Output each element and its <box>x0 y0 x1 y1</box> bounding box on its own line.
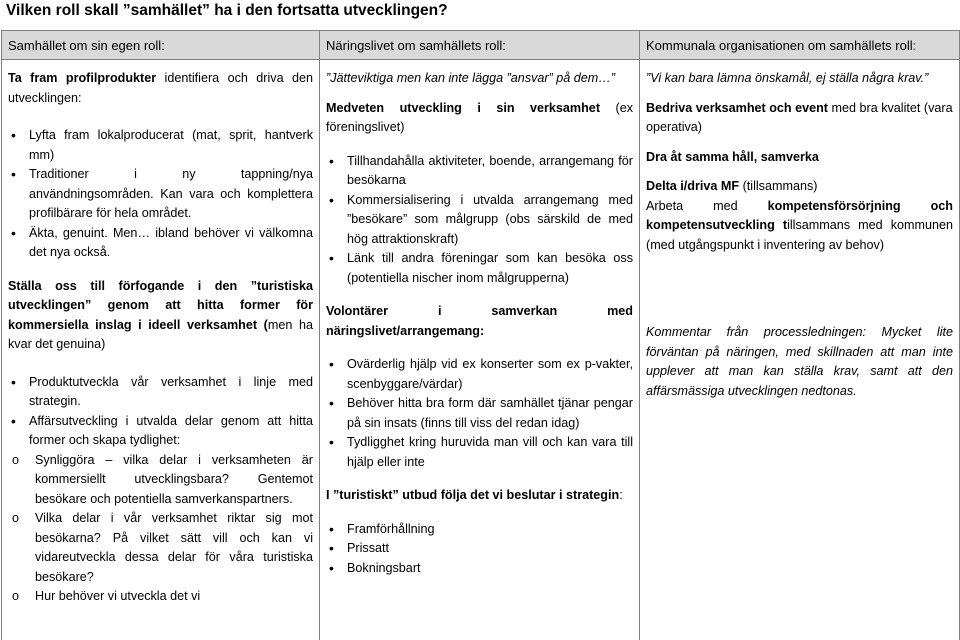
col3-p1 <box>646 99 953 138</box>
list-item: • Behöver hitta bra form där samhället tjänar pengar på sin insats (finns till viss del redan idag) <box>326 394 633 433</box>
col2-heading3-bold: I ”turistiskt” utbud följa det vi beslutar i strategin <box>326 488 620 502</box>
list-item: • Produktutveckla vår verksamhet i linje med strategin. <box>8 373 313 412</box>
col3-p1-bold: Bedriva verksamhet och event <box>646 100 828 115</box>
list-item: • Framförhållning <box>326 520 633 540</box>
col1-bullet-list-2 <box>8 373 313 607</box>
col2-heading1-bold: Medveten utveckling i sin verksamhet <box>326 100 601 115</box>
col1-para2 <box>8 277 313 355</box>
col1-intro <box>8 69 313 108</box>
col3-p3 <box>646 177 953 197</box>
sublist-item: o Vilka delar i vår verksamhet riktar sig mot besökarna? På vilket sätt vill och kan vi vidareutveckla dessa delar för våra turistiska besökare? <box>8 509 313 587</box>
col1-para2-bold: Ställa oss till förfogande i den ”turistiska utvecklingen” genom att hitta former för kommersiella inslag i ideell verksamhet ( <box>8 278 313 332</box>
list-item: • Bokningsbart <box>326 559 633 579</box>
list-item: • Kommersialisering i utvalda arrangemang med ”besökare” som målgrupp (obs särskild de med hög attraktionskraft) <box>326 191 633 250</box>
list-item: • Äkta, genuint. Men… ibland behöver vi välkomna det nya också. <box>8 224 313 263</box>
list-item: • Lyfta fram lokalproducerat (mat, sprit, hantverk mm) <box>8 126 313 165</box>
col1-intro-rest: identifiera och driva den utvecklingen: <box>8 71 314 105</box>
col1-sublist <box>8 451 313 607</box>
col2-bullet-list-3 <box>326 520 633 579</box>
col3-p4-b: kompetensförsörjning och kompetensutveckling t <box>646 198 953 232</box>
list-item: • Länk till andra föreningar som kan besöka oss (potentiella nischer inom målgrupperna) <box>326 249 633 288</box>
content-row <box>2 60 960 640</box>
list-item <box>8 412 313 607</box>
municipality-cell <box>640 60 960 640</box>
col2-bullet-list-2 <box>326 355 633 472</box>
col1-para2-rest: men ha kvar det genuina) <box>8 317 313 351</box>
col3-p1-rest: med bra kvalitet (vara operativa) <box>646 100 953 134</box>
col1-bullet-list <box>8 126 313 263</box>
header-row <box>2 31 960 60</box>
list-item: • Tydligghet kring huruvida man vill och kan vara till hjälp eller inte <box>326 433 633 472</box>
business-cell <box>320 60 640 640</box>
col2-bullet-list-1 <box>326 152 633 289</box>
col3-p2: Dra åt samma håll, samverka <box>646 149 819 164</box>
col2-heading3 <box>326 486 633 506</box>
list-item: • Ovärderlig hjälp vid ex konserter som ex p-vakter, scenbyggare/värdar) <box>326 355 633 394</box>
col3-p3-bold: Delta i/driva MF <box>646 179 740 193</box>
col1-intro-bold: Ta fram profilprodukter <box>8 71 157 85</box>
society-cell <box>2 60 320 640</box>
col2-heading2: Volontärer i samverkan med näringslivet/arrangemang: <box>326 304 633 338</box>
page-title: Vilken roll skall ”samhället” ha i den fortsatta utvecklingen? <box>6 2 448 19</box>
col3-quote: ”Vi kan bara lämna önskamål, ej ställa några krav.” <box>646 71 929 85</box>
col3-p3-rest: (tillsammans) <box>739 179 818 193</box>
col3-comment: Kommentar från processledningen: Mycket lite förväntan på näringen, med skillnaden att man inte upplever att man kan ställa krav, samt att den affärsmässiga utvecklingen nedtonas. <box>646 325 953 398</box>
col2-heading1 <box>326 99 633 138</box>
list-item-text: Affärsutveckling i utvalda delar genom att hitta former och skapa tydlighet: <box>29 413 313 447</box>
col3-p4-a: Arbeta med <box>646 198 768 213</box>
header-business: Näringslivet om samhällets roll: <box>320 31 640 60</box>
col3-p4 <box>646 197 953 256</box>
sublist-item: o Synliggöra – vilka delar i verksamheten är kommersiellt utvecklingsbara? Gentemot besökare och potentiella samverkanspartners. <box>8 451 313 510</box>
roles-table <box>1 30 960 640</box>
header-society: Samhället om sin egen roll: <box>2 31 320 60</box>
header-municipality: Kommunala organisationen om samhällets roll: <box>640 31 960 60</box>
list-item: • Traditioner i ny tappning/nya användningsområden. Kan vara och komplettera profilbärare för hela området. <box>8 165 313 224</box>
sublist-item: o Hur behöver vi utveckla det vi <box>8 587 313 607</box>
list-item: • Tillhandahålla aktiviteter, boende, arrangemang för besökarna <box>326 152 633 191</box>
col2-quote: ”Jätteviktiga men kan inte lägga ”ansvar” på dem…” <box>326 71 616 85</box>
col2-heading3-rest: : <box>619 488 623 502</box>
col3-p4-c: illsammans med kommunen (med utgångspunkt i inventering av behov) <box>646 218 954 252</box>
list-item: • Prissatt <box>326 539 633 559</box>
col2-heading1-rest: (ex föreningslivet) <box>326 100 633 134</box>
